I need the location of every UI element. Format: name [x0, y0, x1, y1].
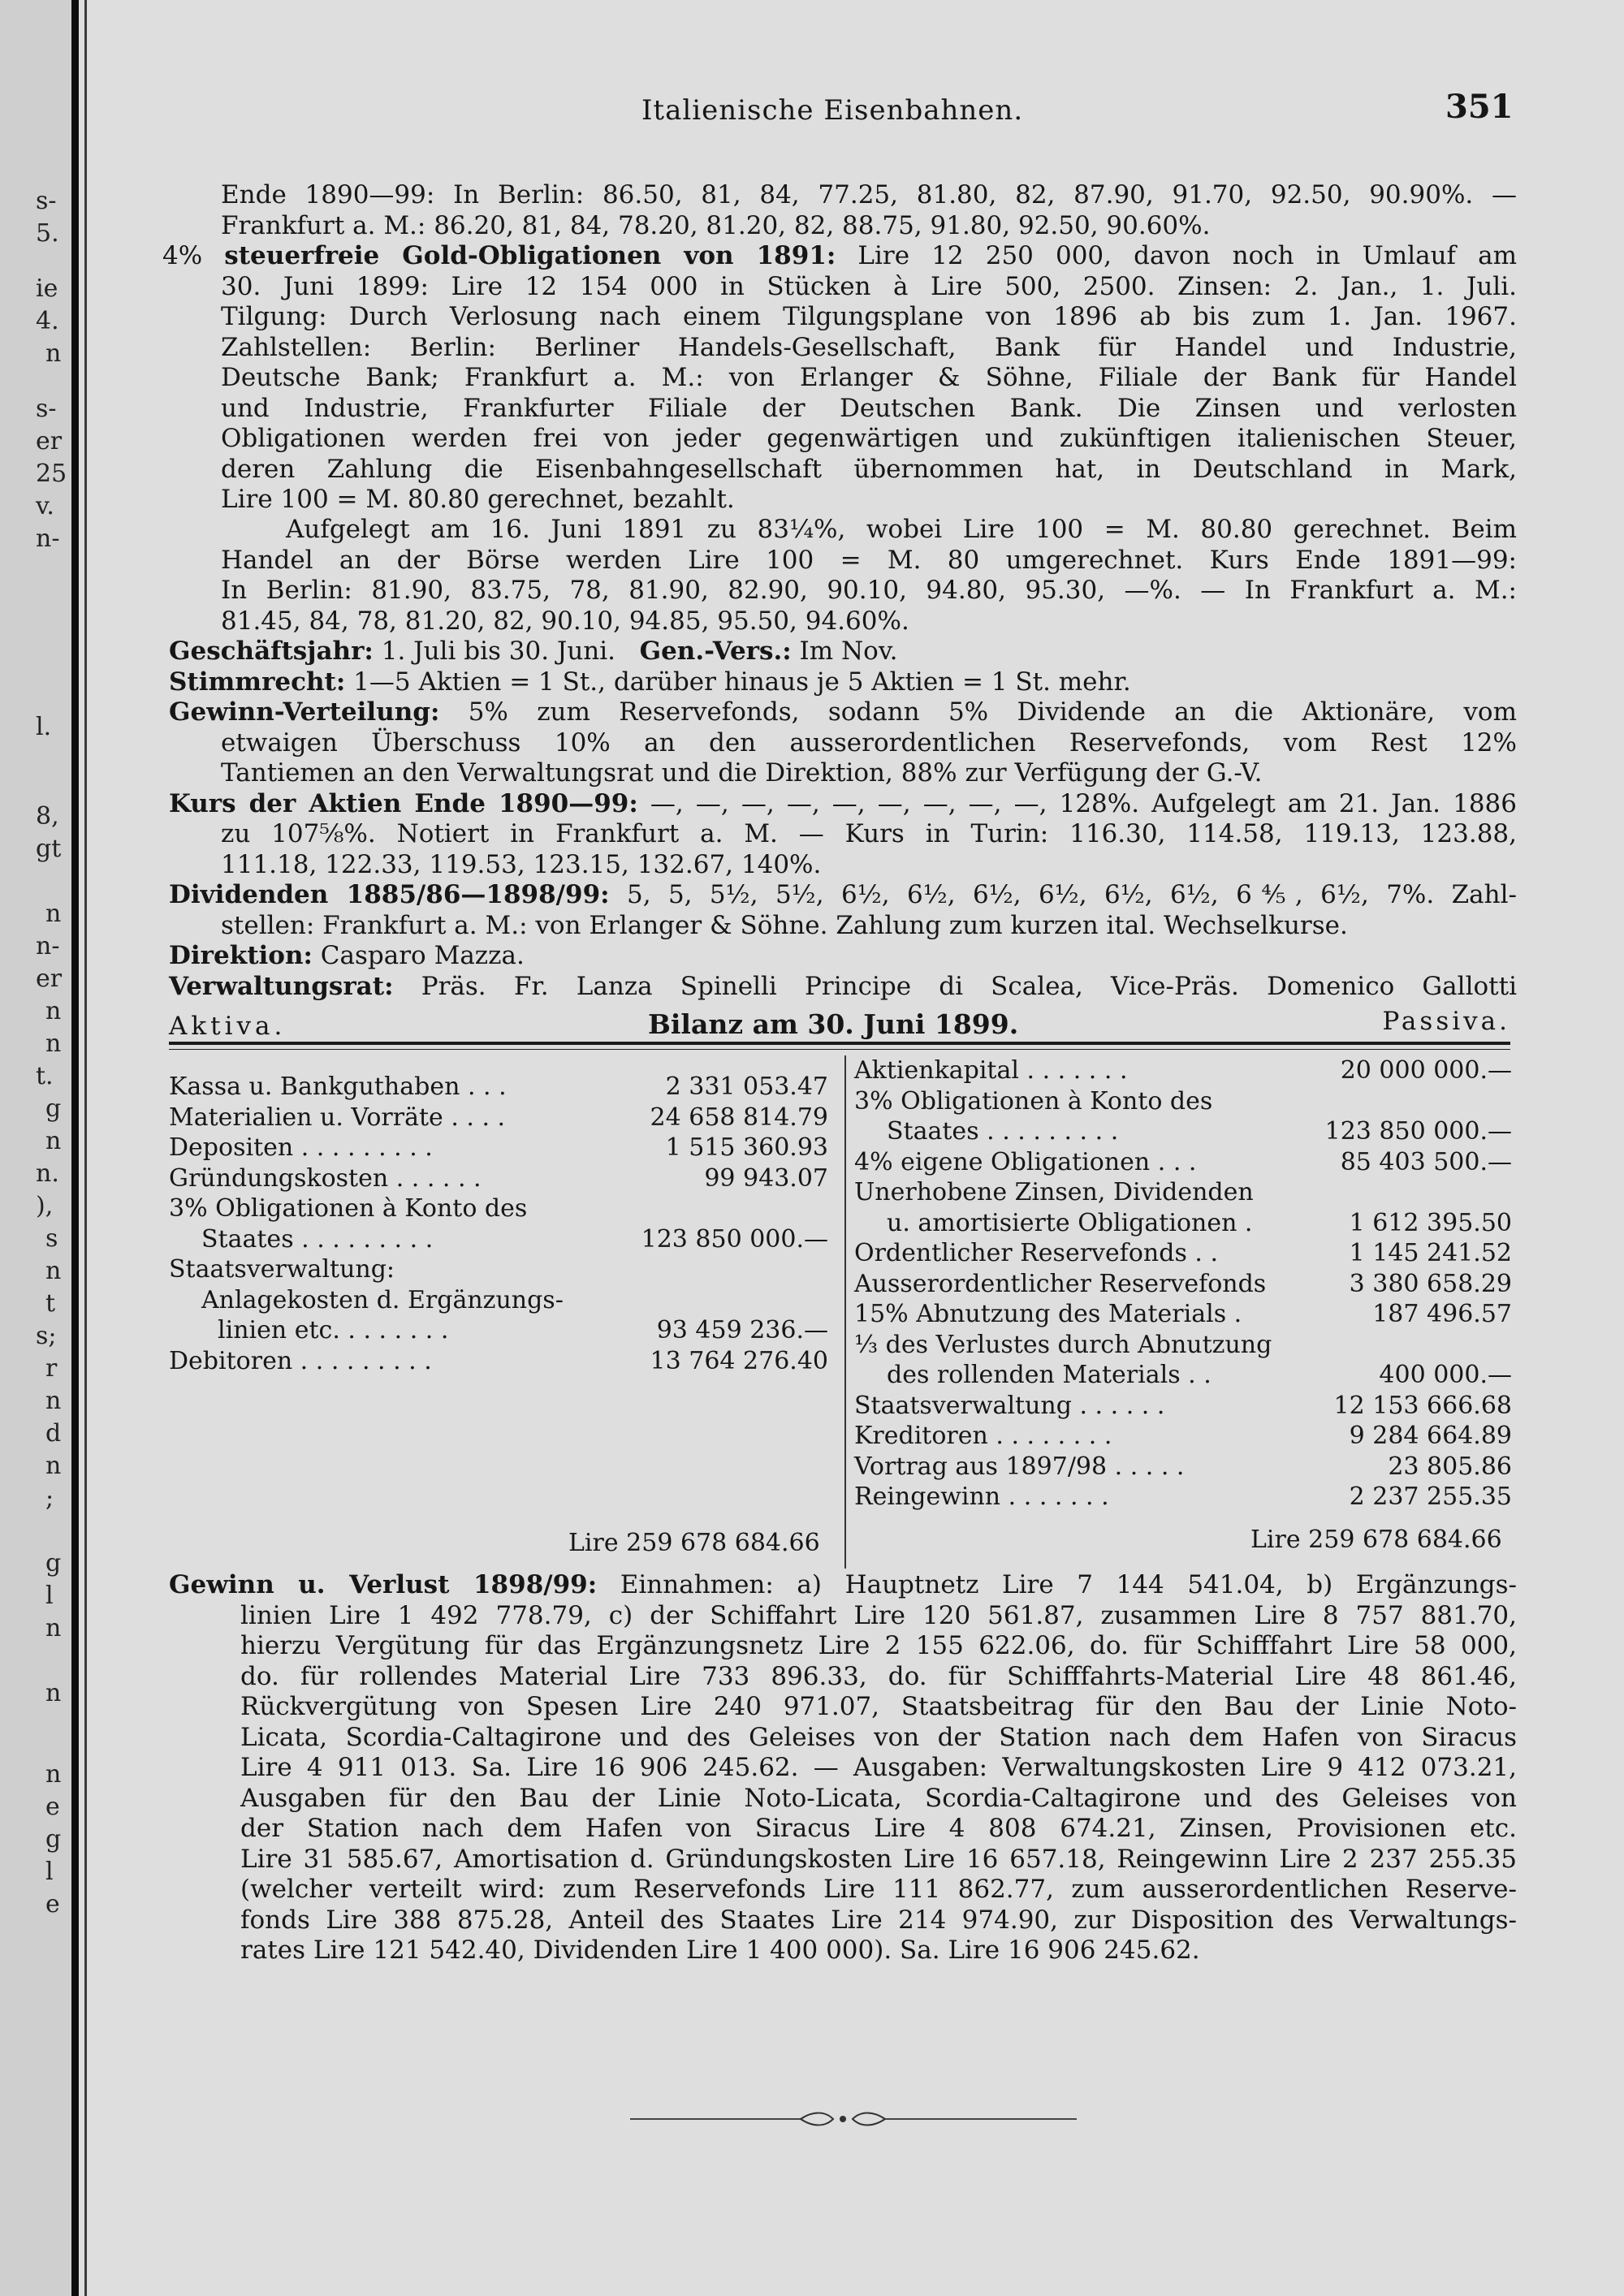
aktiva-row: [169, 1254, 828, 1285]
text-line: Handel an der Börse werden Lire 100 = M. 80 umgerechnet. Kurs Ende 1891—99:: [221, 545, 1517, 575]
text-line: zu 107⅝%. Notiert in Frankfurt a. M. — Kurs in Turin: 116.30, 114.58, 119.13, 123.88,: [221, 819, 1517, 848]
obligationen-1891-body: [221, 272, 1517, 516]
facing-page-fragment: 5.: [36, 219, 59, 248]
passiva-row: [854, 1147, 1512, 1178]
text-line: Tantiemen an den Verwaltungsrat und die Direktion, 88% zur Verfügung der G.-V.: [221, 758, 1263, 788]
table-rule: [169, 1042, 1510, 1045]
text-run: —, —, —, —, —, —, —, —, —, 128%. Aufgelegt am 21. Jan. 1886: [637, 788, 1517, 818]
binding-shadow: [71, 0, 79, 2296]
account-label: Reingewinn . . . . . . .: [854, 1482, 1109, 1511]
direktion-value: Casparo Mazza.: [312, 941, 525, 970]
text-line: (welcher verteilt wird: zum Reservefonds Lire 111 862.77, zum ausserordentlichen Reserve-: [240, 1875, 1517, 1904]
column-divider: [844, 1055, 846, 1569]
account-amount: 123 850 000.—: [641, 1224, 828, 1254]
obligationen-1891-paragraph: [162, 241, 1517, 272]
text-line: etwaigen Überschuss 10% an den ausserordentlichen Reservefonds, vom Rest 12%: [221, 727, 1517, 757]
facing-page-fragment: t: [45, 1289, 56, 1318]
account-amount: 13 764 276.40: [650, 1346, 828, 1375]
facing-page-fragment: g: [45, 1549, 62, 1577]
account-amount: 1 515 360.93: [665, 1133, 828, 1162]
genvers-label: Gen.-Vers.:: [639, 637, 792, 666]
facing-page-fragment: s-: [36, 395, 57, 423]
account-label: Aktienkapital . . . . . . .: [854, 1056, 1128, 1085]
aktiva-row: [169, 1224, 828, 1255]
facing-page-fragment: er: [36, 965, 63, 993]
passiva-heading: Passiva.: [1382, 1007, 1510, 1036]
text-line: Lire 31 585.67, Amortisation d. Gründungskosten Lire 16 657.18, Reingewinn Lire 2 237 255.35: [240, 1844, 1517, 1874]
facing-page-fragment: 25: [36, 460, 67, 488]
facing-page-fragment: s;: [36, 1322, 57, 1350]
verwaltungsrat-line: [169, 972, 1517, 1003]
passiva-row: [854, 1208, 1512, 1239]
dividenden-label: Dividenden 1885/86—1898/99:: [169, 880, 610, 909]
text-line: fonds Lire 388 875.28, Anteil des Staates Lire 214 974.90, zur Disposition des Verwaltungs-: [240, 1905, 1517, 1935]
facing-page-fragment: s-: [36, 187, 57, 215]
passiva-row: [854, 1116, 1512, 1147]
account-label: Unerhobene Zinsen, Dividenden: [854, 1178, 1254, 1206]
facing-page-fragment: v.: [36, 492, 54, 520]
facing-page-fragment: 4.: [36, 307, 59, 335]
facing-page-fragment: l.: [36, 713, 52, 741]
account-label: linien etc. . . . . . . .: [218, 1316, 449, 1344]
passiva-row: [854, 1238, 1512, 1269]
passiva-row: [854, 1421, 1512, 1452]
facing-page-fragment: n: [45, 997, 62, 1025]
passiva-row: [854, 1055, 1512, 1086]
account-amount: 2 331 053.47: [665, 1072, 828, 1101]
account-label: Staatsverwaltung . . . . . .: [854, 1391, 1165, 1420]
account-label: Vortrag aus 1897/98 . . . . .: [854, 1452, 1185, 1481]
passiva-row: [854, 1177, 1512, 1208]
account-label: 15% Abnutzung des Materials .: [854, 1300, 1242, 1328]
page-number: 351: [1445, 88, 1514, 126]
verwaltungsrat-value: Präs. Fr. Lanza Spinelli Principe di Scalea, Vice-Präs. Domenico Gallotti: [393, 971, 1517, 1001]
account-label: Kassa u. Bankguthaben . . .: [169, 1072, 507, 1101]
text-line: [162, 241, 1517, 272]
ornament-divider: [630, 2109, 1077, 2129]
facing-page-fragment: s: [45, 1224, 58, 1253]
account-label: Ordentlicher Reservefonds . .: [854, 1239, 1218, 1267]
facing-page-fragment: g: [45, 1094, 62, 1123]
facing-page-fragment: ),: [36, 1192, 54, 1220]
kurs-obligationen-paragraph: [221, 180, 1517, 241]
kurs-aktien-label: Kurs der Aktien Ende 1890—99:: [169, 788, 638, 818]
facing-page-fragment: n: [45, 1614, 62, 1642]
text-line: Aufgelegt am 16. Juni 1891 zu 83¼%, wobei Lire 100 = M. 80.80 gerechnet. Beim: [286, 515, 1517, 544]
text-line: Lire 100 = M. 80.80 gerechnet, bezahlt.: [221, 485, 735, 514]
text-line: deren Zahlung die Eisenbahngesellschaft übernommen hat, in Deutschland in Mark,: [221, 454, 1517, 484]
text-line: 81.45, 84, 78, 81.20, 82, 90.10, 94.85, 95.50, 94.60%.: [221, 606, 909, 636]
direktion-label: Direktion:: [169, 941, 313, 970]
aktiva-row: [169, 1346, 828, 1377]
gewinn-verlust-paragraph: [169, 1570, 1517, 1601]
guv-label: Gewinn u. Verlust 1898/99:: [169, 1570, 598, 1599]
text-line: stellen: Frankfurt a. M.: von Erlanger & Söhne. Zahlung zum kurzen ital. Wechselkurse.: [221, 910, 1348, 940]
geschaeftsjahr-line: [169, 637, 1517, 667]
geschaeftsjahr-label: Geschäftsjahr:: [169, 637, 374, 666]
account-amount: 2 237 255.35: [1349, 1482, 1512, 1511]
facing-page-fragment: n: [45, 1452, 62, 1480]
aufgelegt-paragraph: [221, 515, 1517, 637]
facing-page-fragment: e: [45, 1890, 60, 1918]
gewinn-verlust-body: [240, 1601, 1517, 1966]
facing-page-fragment: g: [45, 1825, 62, 1854]
account-label: Depositen . . . . . . . . .: [169, 1133, 433, 1162]
facing-page-fragment: gt: [36, 835, 62, 863]
account-amount: 93 459 236.—: [656, 1316, 828, 1344]
account-label: Gründungskosten . . . . . .: [169, 1163, 482, 1193]
text-line: Lire 4 911 013. Sa. Lire 16 906 245.62. — Ausgaben: Verwaltungskosten Lire 9 412 073.21,: [240, 1753, 1517, 1782]
account-amount: 3 380 658.29: [1349, 1269, 1512, 1298]
aktiva-row: [169, 1193, 828, 1224]
section-heading: steuerfreie Gold-Obligationen von 1891:: [224, 241, 836, 270]
text-line: Zahlstellen: Berlin: Berliner Handels-Gesellschaft, Bank für Handel und Industrie,: [221, 332, 1517, 362]
account-label: Staates . . . . . . . . .: [201, 1224, 434, 1254]
facing-page-fragment: ie: [36, 274, 58, 303]
passiva-row: [854, 1330, 1512, 1361]
aktiva-row: [169, 1133, 828, 1163]
text-run: 5, 5, 5½, 5½, 6½, 6½, 6½, 6½, 6½, 6½, 6⅘, 6½, 7%. Zahl-: [609, 880, 1517, 909]
aktiva-heading: Aktiva.: [169, 1012, 287, 1041]
dividenden-line: [169, 880, 1517, 911]
text-line: Frankfurt a. M.: 86.20, 81, 84, 78.20, 81.20, 82, 88.75, 91.80, 92.50, 90.60%.: [221, 210, 1211, 240]
account-label: 3% Obligationen à Konto des: [854, 1086, 1213, 1116]
facing-page-fragment: er: [36, 427, 63, 455]
text-line: In Berlin: 81.90, 83.75, 78, 81.90, 82.90, 90.10, 94.80, 95.30, —%. — In Frankfurt a. M.:: [221, 576, 1517, 605]
facing-page-fragment: d: [45, 1419, 62, 1448]
gewinnverteilung-line: [169, 697, 1517, 728]
account-label: Staatsverwaltung:: [169, 1255, 395, 1284]
account-amount: 400 000.—: [1379, 1361, 1512, 1389]
account-amount: 24 658 814.79: [650, 1103, 828, 1132]
account-amount: 20 000 000.—: [1340, 1056, 1512, 1085]
account-amount: 1 612 395.50: [1349, 1208, 1512, 1237]
account-label: Materialien u. Vorräte . . . .: [169, 1103, 506, 1132]
account-label: 3% Obligationen à Konto des: [169, 1194, 528, 1223]
facing-page-fragment: n: [45, 1760, 62, 1789]
account-label: Staates . . . . . . . . .: [887, 1117, 1119, 1146]
passiva-row: [854, 1482, 1512, 1513]
passiva-column: [854, 1055, 1512, 1513]
text-line: Licata, Scordia-Caltagirone und des Geleises von der Station nach dem Hafen von Siracus: [240, 1722, 1517, 1752]
text-line: Ausgaben für den Bau der Linie Noto-Licata, Scordia-Caltagirone und des Geleises von: [240, 1783, 1517, 1813]
account-amount: 1 145 241.52: [1349, 1239, 1512, 1267]
passiva-row: [854, 1452, 1512, 1482]
text-line: Tilgung: Durch Verlosung nach einem Tilgungsplane von 1896 ab bis zum 1. Jan. 1967.: [221, 302, 1517, 331]
facing-page-fragment: 8,: [36, 802, 59, 831]
text-line: do. für rollendes Material Lire 733 896.33, do. für Schifffahrts-Material Lire 48 861.46,: [240, 1661, 1517, 1691]
passiva-total: Lire 259 678 684.66: [1250, 1526, 1502, 1554]
text-line: der Station nach dem Hafen von Siracus Lire 4 808 674.21, Zinsen, Provisionen etc.: [240, 1814, 1517, 1843]
account-label: Ausserordentlicher Reservefonds: [854, 1269, 1267, 1298]
binding-line: [84, 0, 87, 2296]
account-label: ⅓ des Verlustes durch Abnutzung: [854, 1330, 1272, 1359]
facing-page-fragment: ;: [45, 1484, 54, 1513]
account-amount: 12 153 666.68: [1333, 1391, 1512, 1420]
aktiva-total: Lire 259 678 684.66: [568, 1529, 820, 1557]
account-label: Anlagekosten d. Ergänzungs-: [201, 1285, 564, 1314]
account-label: Debitoren . . . . . . . . .: [169, 1346, 432, 1375]
facing-page-fragment: r: [45, 1354, 58, 1383]
account-amount: 123 850 000.—: [1324, 1117, 1512, 1146]
text-line: 111.18, 122.33, 119.53, 123.15, 132.67, 140%.: [221, 849, 822, 879]
facing-page-fragment: n: [45, 1679, 62, 1707]
text-line: hierzu Vergütung für das Ergänzungsnetz Lire 2 155 622.06, do. für Schifffahrt Lire 58 000,: [240, 1631, 1517, 1660]
account-amount: 99 943.07: [704, 1163, 828, 1193]
facing-page-fragment: n-: [36, 524, 60, 553]
text-line: 30. Juni 1899: Lire 12 154 000 in Stücken à Lire 500, 2500. Zinsen: 2. Jan., 1. Juli.: [221, 271, 1517, 301]
facing-page-fragment: n.: [36, 1159, 59, 1188]
running-header: Italienische Eisenbahnen.: [641, 94, 1024, 127]
facing-page-fragment: l: [45, 1582, 54, 1610]
account-label: 4% eigene Obligationen . . .: [854, 1147, 1197, 1176]
kurs-aktien-line: [169, 789, 1517, 820]
account-amount: 9 284 664.89: [1349, 1422, 1512, 1450]
text-line: Ende 1890—99: In Berlin: 86.50, 81, 84, 77.25, 81.80, 82, 87.90, 91.70, 92.50, 90.90%. —: [221, 180, 1517, 209]
stimmrecht-line: [169, 667, 1517, 698]
verwaltungsrat-label: Verwaltungsrat:: [169, 971, 394, 1001]
percent-prefix: 4%: [162, 241, 203, 270]
text-line: Rückvergütung von Spesen Lire 240 971.07, Staatsbeitrag für den Bau der Linie Noto-: [240, 1692, 1517, 1721]
account-amount: 85 403 500.—: [1340, 1147, 1512, 1176]
aktiva-column: [169, 1072, 828, 1376]
facing-page-fragment: n: [45, 1387, 62, 1415]
facing-page-fragment: n: [45, 1029, 62, 1058]
text-run: 5% zum Reservefonds, sodann 5% Dividende an die Aktionäre, vom: [439, 697, 1517, 727]
facing-page-fragment: n-: [36, 932, 60, 960]
gewinnverteilung-label: Gewinn-Verteilung:: [169, 697, 440, 727]
aktiva-row: [169, 1072, 828, 1103]
aktiva-row: [169, 1163, 828, 1194]
stimmrecht-value: 1—5 Aktien = 1 St., darüber hinaus je 5 Aktien = 1 St. mehr.: [345, 667, 1131, 697]
passiva-row: [854, 1391, 1512, 1422]
account-label: u. amortisierte Obligationen .: [887, 1208, 1253, 1237]
account-label: Kreditoren . . . . . . . .: [854, 1422, 1112, 1450]
aktiva-row: [169, 1285, 828, 1316]
passiva-row: [854, 1269, 1512, 1300]
account-amount: 187 496.57: [1372, 1300, 1512, 1328]
text-run: Einnahmen: a) Hauptnetz Lire 7 144 541.04, b) Ergänzungs-: [597, 1570, 1517, 1599]
table-rule: [169, 1049, 1510, 1050]
direktion-line: [169, 941, 1517, 972]
passiva-row: [854, 1086, 1512, 1117]
passiva-row: [854, 1360, 1512, 1391]
text-run: Lire 12 250 000, davon noch in Umlauf am: [836, 241, 1517, 270]
facing-page-fragment: n: [45, 900, 62, 928]
facing-page-fragment: n: [45, 339, 62, 368]
geschaeftsjahr-value: 1. Juli bis 30. Juni.: [373, 637, 616, 666]
facing-page-fragment: l: [45, 1858, 54, 1886]
text-line: rates Lire 121 542.40, Dividenden Lire 1 400 000). Sa. Lire 16 906 245.62.: [240, 1936, 1200, 1965]
aktiva-row: [169, 1103, 828, 1133]
account-label: des rollenden Materials . .: [887, 1361, 1212, 1389]
facing-page-fragment: t.: [36, 1062, 54, 1090]
text-line: und Industrie, Frankfurter Filiale der Deutschen Bank. Die Zinsen und verlosten: [221, 393, 1517, 423]
bilanz-title: Bilanz am 30. Juni 1899.: [648, 1008, 1019, 1040]
facing-page-fragment: n: [45, 1257, 62, 1285]
account-amount: 23 805.86: [1388, 1452, 1512, 1481]
stimmrecht-label: Stimmrecht:: [169, 667, 346, 697]
facing-page-fragment: e: [45, 1793, 60, 1821]
passiva-row: [854, 1299, 1512, 1330]
text-line: Obligationen werden frei von jeder gegenwärtigen und zukünftigen italienischen Steuer,: [221, 424, 1517, 453]
aktiva-row: [169, 1315, 828, 1346]
text-line: Deutsche Bank; Frankfurt a. M.: von Erlanger & Söhne, Filiale der Bank für Handel: [221, 363, 1517, 392]
text-line: linien Lire 1 492 778.79, c) der Schiffahrt Lire 120 561.87, zusammen Lire 8 757 881.70,: [240, 1600, 1517, 1630]
company-facts: [169, 637, 1517, 1002]
genvers-value: Im Nov.: [791, 637, 898, 666]
text-line: [169, 1570, 1517, 1601]
facing-page-fragment: n: [45, 1127, 62, 1155]
